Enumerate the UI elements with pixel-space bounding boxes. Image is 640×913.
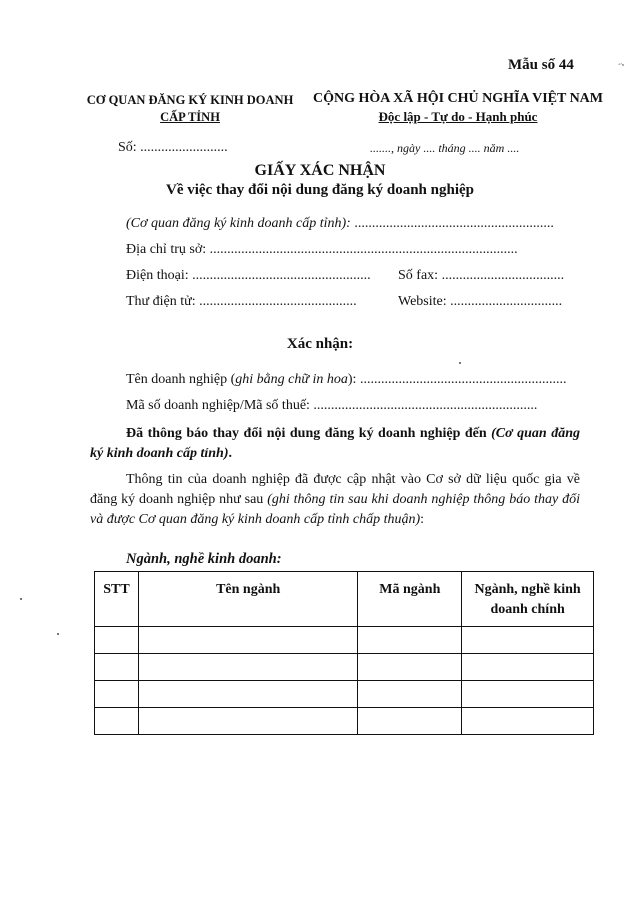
phone-row bbox=[126, 268, 371, 284]
notice-paragraph bbox=[90, 424, 580, 464]
website-label: Website: bbox=[398, 294, 447, 309]
table-cell bbox=[95, 681, 139, 708]
table-cell bbox=[358, 654, 462, 681]
fax-dots: ................................... bbox=[441, 268, 565, 283]
column-header-main-line: Ngành, nghề kinh doanh chính bbox=[462, 572, 594, 627]
notice-italic: (Cơ quan đăng ký kinh doanh cấp tỉnh) bbox=[90, 426, 580, 461]
column-header-name: Tên ngành bbox=[138, 572, 357, 627]
company-name-row bbox=[126, 372, 566, 388]
company-name-label-b: ghi bằng chữ in hoa bbox=[235, 372, 348, 387]
table-row bbox=[95, 708, 594, 735]
corner-mark: ‘′ⁿ bbox=[618, 62, 625, 70]
agency-header-line1: CƠ QUAN ĐĂNG KÝ KINH DOANH bbox=[86, 93, 294, 107]
table-cell bbox=[95, 627, 139, 654]
document-subtitle: Về việc thay đổi nội dung đăng ký doanh nghiệp bbox=[165, 182, 474, 198]
table-row bbox=[95, 627, 594, 654]
fax-label: Số fax: bbox=[398, 268, 439, 283]
info-italic: (ghi thông tin sau khi doanh nghiệp thông báo thay đổi và được Cơ quan đăng ký kinh doanh cấp tỉnh chấp thuận) bbox=[90, 492, 580, 527]
date-line: ......., ngày .... tháng .... năm .... bbox=[370, 141, 520, 155]
info-paragraph bbox=[90, 470, 580, 530]
notice-end: . bbox=[228, 446, 232, 461]
agency-name-label: (Cơ quan đăng ký kinh doanh cấp tỉnh): bbox=[126, 216, 351, 231]
table-cell bbox=[462, 627, 594, 654]
agency-header-line2: CẤP TỈNH bbox=[160, 110, 220, 124]
form-number: Mẫu số 44 bbox=[508, 57, 574, 73]
company-name-dots: ........................................................... bbox=[359, 372, 567, 387]
address-dots: ........................................................................................ bbox=[209, 242, 518, 257]
table-cell bbox=[95, 654, 139, 681]
table-cell bbox=[138, 681, 357, 708]
motto: Độc lập - Tự do - Hạnh phúc bbox=[378, 109, 538, 124]
country-name: CỘNG HÒA XÃ HỘI CHỦ NGHĨA VIỆT NAM bbox=[312, 91, 603, 106]
issuing-agency-header bbox=[86, 92, 294, 126]
email-dots: ............................................. bbox=[199, 294, 357, 309]
table-cell bbox=[462, 681, 594, 708]
info-normal: Thông tin của doanh nghiệp đã được cập nhật vào Cơ sở dữ liệu quốc gia về đăng ký doanh nghiệp như sau bbox=[90, 472, 580, 507]
column-header-code: Mã ngành bbox=[358, 572, 462, 627]
document-title: GIẤY XÁC NHẬN bbox=[254, 162, 386, 179]
table-row bbox=[95, 654, 594, 681]
table-cell bbox=[358, 627, 462, 654]
tax-code-label: Mã số doanh nghiệp/Mã số thuế: bbox=[126, 398, 310, 413]
confirm-heading: Xác nhận: bbox=[286, 336, 354, 352]
notice-bold: Đã thông báo thay đổi nội dung đăng ký doanh nghiệp đến bbox=[126, 426, 492, 441]
table-cell bbox=[95, 708, 139, 735]
business-lines-heading: Ngành, nghề kinh doanh: bbox=[126, 551, 282, 567]
table-header-row bbox=[95, 572, 594, 627]
national-motto-header bbox=[308, 90, 608, 126]
table-cell bbox=[358, 708, 462, 735]
column-header-stt: STT bbox=[95, 572, 139, 627]
company-name-label-a: Tên doanh nghiệp ( bbox=[126, 372, 236, 387]
business-lines-table bbox=[94, 571, 594, 735]
scan-speck bbox=[57, 633, 59, 635]
agency-name-row bbox=[126, 216, 554, 232]
tax-code-row bbox=[126, 398, 537, 414]
scan-speck bbox=[20, 598, 22, 600]
fax-row bbox=[398, 268, 564, 284]
email-label: Thư điện tử: bbox=[126, 294, 196, 309]
phone-label: Điện thoại: bbox=[126, 268, 189, 283]
table-cell bbox=[358, 681, 462, 708]
table-row bbox=[95, 681, 594, 708]
website-row bbox=[398, 294, 562, 310]
address-row bbox=[126, 242, 518, 258]
tax-code-dots: ................................................................ bbox=[313, 398, 538, 413]
address-label: Địa chỉ trụ sở: bbox=[126, 242, 207, 257]
email-row bbox=[126, 294, 357, 310]
scan-speck bbox=[459, 362, 461, 364]
table-cell bbox=[138, 627, 357, 654]
table-cell bbox=[138, 654, 357, 681]
phone-dots: ................................................... bbox=[192, 268, 371, 283]
website-dots: ................................ bbox=[450, 294, 563, 309]
company-name-label-c: ): bbox=[347, 372, 357, 387]
table-cell bbox=[138, 708, 357, 735]
table-cell bbox=[462, 654, 594, 681]
agency-name-dots: ......................................................... bbox=[354, 216, 554, 231]
document-number: Số: ......................... bbox=[118, 140, 228, 155]
table-cell bbox=[462, 708, 594, 735]
info-end: : bbox=[420, 512, 425, 527]
